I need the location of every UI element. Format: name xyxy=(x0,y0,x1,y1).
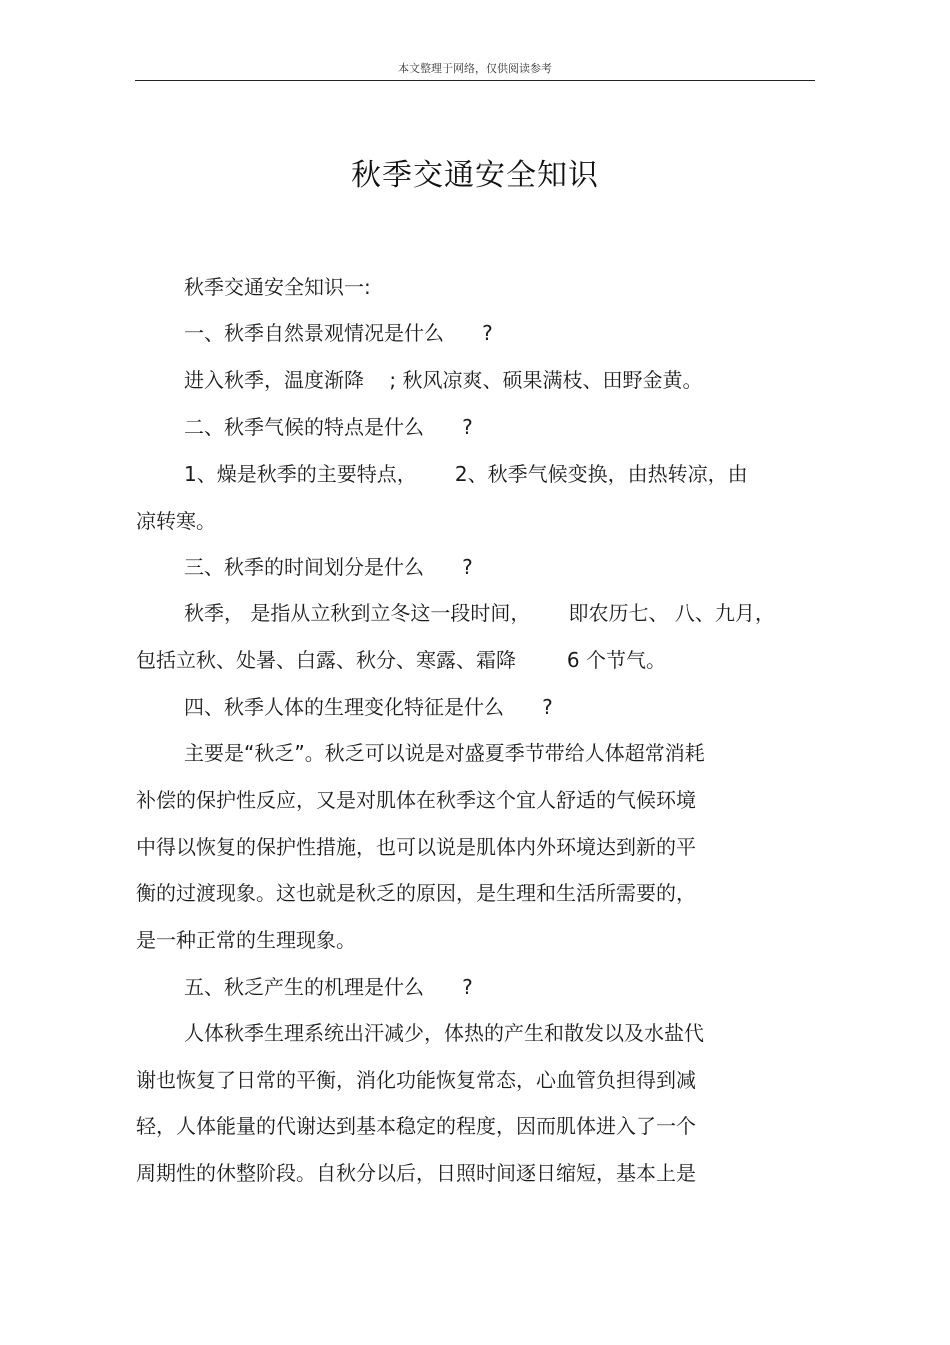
answer-line: 补偿的保护性反应，又是对肌体在秋季这个宜人舒适的气候环境 xyxy=(136,788,696,812)
question-heading-4: 四、秋季人体的生理变化特征是什么 ? xyxy=(184,695,553,719)
section-heading-part-one: 秋季交通安全知识一: xyxy=(184,275,371,299)
question-heading-3: 三、秋季的时间划分是什么 ? xyxy=(184,555,473,579)
answer-line: 衡的过渡现象。这也就是秋乏的原因，是生理和生活所需要的， xyxy=(136,881,696,905)
answer-line: 轻，人体能量的代谢达到基本稳定的程度，因而肌体进入了一个 xyxy=(136,1114,696,1138)
document-title: 秋季交通安全知识 xyxy=(351,158,599,193)
answer-line: 是一种正常的生理现象。 xyxy=(136,928,356,952)
answer-line: 主要是“秋乏”。秋乏可以说是对盛夏季节带给人体超常消耗 xyxy=(184,741,705,765)
answer-line: 进入秋季，温度渐降 ; 秋风凉爽、硕果满枝、田野金黄。 xyxy=(184,368,703,392)
question-heading-5: 五、秋乏产生的机理是什么 ? xyxy=(184,975,473,999)
answer-line: 周期性的休整阶段。自秋分以后，日照时间逐日缩短，基本上是 xyxy=(136,1161,696,1185)
answer-line: 包括立秋、处暑、白露、秋分、寒露、霜降 6 个节气。 xyxy=(136,648,666,672)
answer-line: 中得以恢复的保护性措施，也可以说是肌体内外环境达到新的平 xyxy=(136,835,696,859)
page-header-note: 本文整理于网络，仅供阅读参考 xyxy=(398,62,552,75)
answer-line: 凉转寒。 xyxy=(136,509,216,533)
answer-line: 秋季， 是指从立秋到立冬这一段时间， 即农历七、 八、九月， xyxy=(184,601,775,625)
header-divider xyxy=(135,80,815,81)
answer-line: 1、燥是秋季的主要特点， 2、秋季气候变换，由热转凉，由 xyxy=(184,462,748,486)
question-heading-1: 一、秋季自然景观情况是什么 ? xyxy=(184,321,493,345)
question-heading-2: 二、秋季气候的特点是什么 ? xyxy=(184,415,473,439)
answer-line: 人体秋季生理系统出汗减少，体热的产生和散发以及水盐代 xyxy=(184,1021,704,1045)
answer-line: 谢也恢复了日常的平衡，消化功能恢复常态，心血管负担得到减 xyxy=(136,1068,696,1092)
